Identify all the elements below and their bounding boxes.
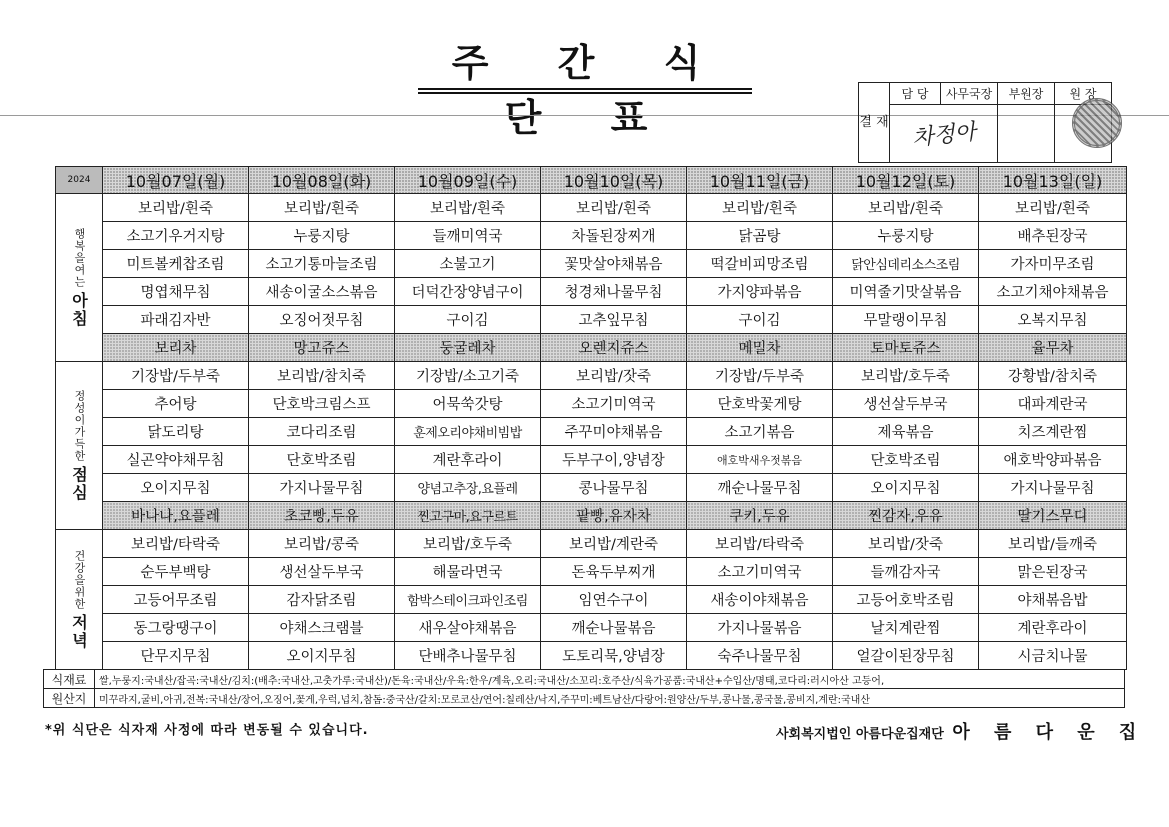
menu-item: 기장밥/두부죽 — [687, 362, 833, 390]
menu-item: 보리밥/호두죽 — [833, 362, 979, 390]
menu-item: 꽃맛살야채볶음 — [541, 250, 687, 278]
menu-row — [56, 250, 1127, 278]
snack-item: 둥굴레차 — [395, 334, 541, 362]
menu-item: 보리밥/호두죽 — [395, 530, 541, 558]
day-header: 10월11일(금) — [687, 167, 833, 194]
meal-subtitle: 행복을여는 — [73, 227, 86, 288]
menu-item: 보리밥/들깨죽 — [979, 530, 1127, 558]
menu-item: 단호박크림스프 — [249, 390, 395, 418]
menu-item: 청경채나물무침 — [541, 278, 687, 306]
menu-item: 배추된장국 — [979, 222, 1127, 250]
menu-row — [56, 194, 1127, 222]
snack-row — [56, 334, 1127, 362]
meal-name: 점심 — [69, 465, 89, 502]
meal-label — [56, 530, 103, 670]
approval-header-vice-director: 부원장 — [998, 83, 1055, 105]
meal-name: 아침 — [69, 291, 89, 328]
snack-item: 오렌지쥬스 — [541, 334, 687, 362]
menu-item: 파래김자반 — [103, 306, 249, 334]
menu-item: 야채스크램블 — [249, 614, 395, 642]
menu-item: 들깨감자국 — [833, 558, 979, 586]
menu-item: 야채볶음밥 — [979, 586, 1127, 614]
snack-item: 초코빵,두유 — [249, 502, 395, 530]
meal-label — [56, 362, 103, 530]
meal-label — [56, 194, 103, 362]
menu-row — [56, 362, 1127, 390]
menu-row — [56, 474, 1127, 502]
menu-item: 단배추나물무침 — [395, 642, 541, 670]
menu-item: 새우살야채볶음 — [395, 614, 541, 642]
menu-item: 누룽지탕 — [833, 222, 979, 250]
menu-item: 소고기채야채볶음 — [979, 278, 1127, 306]
menu-item: 보리밥/흰죽 — [249, 194, 395, 222]
menu-item: 양념고추장,요플레 — [395, 474, 541, 502]
origin-label-ingredients: 식재료 — [44, 670, 95, 689]
menu-item: 주꾸미야채볶음 — [541, 418, 687, 446]
approval-label: 결 재 — [859, 83, 890, 163]
menu-row — [56, 614, 1127, 642]
snack-item: 바나나,요플레 — [103, 502, 249, 530]
day-header: 10월09일(수) — [395, 167, 541, 194]
menu-row — [56, 278, 1127, 306]
day-header: 10월12일(토) — [833, 167, 979, 194]
menu-item: 대파계란국 — [979, 390, 1127, 418]
origin-line-2: 미꾸라지,굴비,아귀,전복:국내산/장어,오징어,꽃게,우럭,넙치,참돔:중국산/갈치:모로코산/연어:칠레산/낙지,주꾸미:베트남산/다랑어:원양산/두부,콩나물,콩국물,콩비지,계란:국내산 — [95, 689, 1125, 708]
menu-row — [56, 530, 1127, 558]
menu-item: 미트볼케찹조림 — [103, 250, 249, 278]
snack-item: 팥빵,유자차 — [541, 502, 687, 530]
footer-org-name: 사회복지법인 아름다운집재단 — [776, 727, 944, 742]
snack-item: 찐고구마,요구르트 — [395, 502, 541, 530]
day-header: 10월10일(목) — [541, 167, 687, 194]
menu-item: 구이김 — [395, 306, 541, 334]
menu-item: 가지양파볶음 — [687, 278, 833, 306]
menu-item: 숙주나물무침 — [687, 642, 833, 670]
origin-line-1: 쌀,누룽지:국내산/잡곡:국내산/김치:(배추:국내산,고춧가루:국내산)/돈육:국내산/우육:한우/계육,오리:국내산/소꼬리:호주산/식육가공품:국내산+수입산/명태,코다리:러시아산 고등어, — [95, 670, 1125, 689]
approval-header-director: 원 장 — [1055, 83, 1112, 105]
menu-item: 보리밥/흰죽 — [103, 194, 249, 222]
menu-item: 실곤약야채무침 — [103, 446, 249, 474]
title-underline-double — [418, 92, 752, 94]
year-label: 2024 — [56, 167, 103, 194]
menu-item: 코다리조림 — [249, 418, 395, 446]
menu-item: 보리밥/잣죽 — [541, 362, 687, 390]
menu-item: 고추잎무침 — [541, 306, 687, 334]
menu-item: 날치계란찜 — [833, 614, 979, 642]
menu-item: 깨순나물무침 — [687, 474, 833, 502]
menu-item: 더덕간장양념구이 — [395, 278, 541, 306]
approval-signature-cell — [890, 105, 998, 163]
menu-item: 단호박조림 — [833, 446, 979, 474]
approval-header-staff: 담 당 — [890, 83, 941, 105]
menu-item: 콩나물무침 — [541, 474, 687, 502]
menu-item: 단호박꽃게탕 — [687, 390, 833, 418]
menu-item: 소고기미역국 — [541, 390, 687, 418]
menu-item: 제육볶음 — [833, 418, 979, 446]
menu-item: 순두부백탕 — [103, 558, 249, 586]
menu-item: 보리밥/타락죽 — [103, 530, 249, 558]
approval-blank-cell — [998, 105, 1055, 163]
menu-item: 닭안심데리소스조림 — [833, 250, 979, 278]
menu-item: 오이지무침 — [249, 642, 395, 670]
menu-item: 보리밥/흰죽 — [541, 194, 687, 222]
menu-item: 보리밥/콩죽 — [249, 530, 395, 558]
snack-item: 쿠키,두유 — [687, 502, 833, 530]
snack-item: 메밀차 — [687, 334, 833, 362]
menu-item: 보리밥/흰죽 — [395, 194, 541, 222]
snack-item: 보리차 — [103, 334, 249, 362]
menu-item: 맑은된장국 — [979, 558, 1127, 586]
menu-item: 닭도리탕 — [103, 418, 249, 446]
title-underline — [418, 88, 752, 90]
menu-item: 미역줄기맛살볶음 — [833, 278, 979, 306]
menu-item: 애호박양파볶음 — [979, 446, 1127, 474]
menu-item: 동그랑땡구이 — [103, 614, 249, 642]
origin-table — [43, 669, 1125, 708]
menu-change-notice: *위 식단은 식자재 사정에 따라 변동될 수 있습니다. — [45, 723, 369, 738]
origin-label-origin: 원산지 — [44, 689, 95, 708]
snack-item: 찐감자,우유 — [833, 502, 979, 530]
menu-item: 보리밥/계란죽 — [541, 530, 687, 558]
menu-row — [56, 586, 1127, 614]
menu-item: 소고기통마늘조림 — [249, 250, 395, 278]
footer-facility-name: 아 름 다 운 집 — [952, 722, 1146, 743]
day-header: 10월07일(월) — [103, 167, 249, 194]
menu-item: 생선살두부국 — [249, 558, 395, 586]
menu-item: 오복지무침 — [979, 306, 1127, 334]
menu-item: 단호박조림 — [249, 446, 395, 474]
menu-item: 생선살두부국 — [833, 390, 979, 418]
menu-item: 추어탕 — [103, 390, 249, 418]
menu-item: 계란후라이 — [395, 446, 541, 474]
handwritten-signature: 차정아 — [910, 119, 977, 152]
day-header: 10월13일(일) — [979, 167, 1127, 194]
snack-item: 토마토쥬스 — [833, 334, 979, 362]
menu-row — [56, 222, 1127, 250]
menu-row — [56, 558, 1127, 586]
snack-item: 망고쥬스 — [249, 334, 395, 362]
meal-subtitle: 정성이가득한 — [73, 389, 86, 462]
menu-item: 명엽채무침 — [103, 278, 249, 306]
menu-item: 보리밥/흰죽 — [687, 194, 833, 222]
menu-row — [56, 418, 1127, 446]
menu-item: 닭곰탕 — [687, 222, 833, 250]
menu-item: 새송이야채볶음 — [687, 586, 833, 614]
menu-row — [56, 390, 1127, 418]
menu-row — [56, 306, 1127, 334]
menu-row — [56, 642, 1127, 670]
menu-item: 보리밥/흰죽 — [833, 194, 979, 222]
menu-item: 임연수구이 — [541, 586, 687, 614]
menu-item: 도토리묵,양념장 — [541, 642, 687, 670]
menu-item: 함박스테이크파인조림 — [395, 586, 541, 614]
menu-item: 애호박새우젓볶음 — [687, 446, 833, 474]
menu-item: 구이김 — [687, 306, 833, 334]
menu-item: 어묵쑥갓탕 — [395, 390, 541, 418]
menu-item: 단무지무침 — [103, 642, 249, 670]
menu-item: 가지나물무침 — [979, 474, 1127, 502]
page-title: 주 간 식 단 표 — [451, 41, 729, 140]
menu-item: 기장밥/두부죽 — [103, 362, 249, 390]
weekly-menu-table — [55, 166, 1127, 670]
menu-item: 새송이굴소스볶음 — [249, 278, 395, 306]
menu-item: 돈육두부찌개 — [541, 558, 687, 586]
menu-item: 오이지무침 — [833, 474, 979, 502]
menu-item: 감자닭조림 — [249, 586, 395, 614]
menu-item: 보리밥/타락죽 — [687, 530, 833, 558]
menu-item: 소고기볶음 — [687, 418, 833, 446]
menu-item: 소불고기 — [395, 250, 541, 278]
menu-item: 시금치나물 — [979, 642, 1127, 670]
approval-header-office-manager: 사무국장 — [941, 83, 998, 105]
menu-item: 보리밥/흰죽 — [979, 194, 1127, 222]
menu-item: 깨순나물볶음 — [541, 614, 687, 642]
menu-item: 얼갈이된장무침 — [833, 642, 979, 670]
menu-item: 오징어젓무침 — [249, 306, 395, 334]
snack-row — [56, 502, 1127, 530]
menu-item: 차돌된장찌개 — [541, 222, 687, 250]
menu-item: 강황밥/참치죽 — [979, 362, 1127, 390]
meal-subtitle: 건강을위한 — [73, 549, 86, 610]
menu-item: 보리밥/참치죽 — [249, 362, 395, 390]
menu-item: 기장밥/소고기죽 — [395, 362, 541, 390]
menu-item: 들깨미역국 — [395, 222, 541, 250]
menu-item: 가지나물볶음 — [687, 614, 833, 642]
snack-item: 딸기스무디 — [979, 502, 1127, 530]
menu-item: 가지나물무침 — [249, 474, 395, 502]
menu-item: 계란후라이 — [979, 614, 1127, 642]
meal-name: 저녁 — [69, 613, 89, 650]
menu-item: 치즈계란찜 — [979, 418, 1127, 446]
menu-item: 두부구이,양념장 — [541, 446, 687, 474]
menu-item: 고등어무조림 — [103, 586, 249, 614]
menu-item: 소고기미역국 — [687, 558, 833, 586]
day-header: 10월08일(화) — [249, 167, 395, 194]
footer-organization — [776, 718, 1145, 744]
official-seal-stamp — [1072, 98, 1122, 148]
menu-item: 오이지무침 — [103, 474, 249, 502]
menu-item: 떡갈비피망조림 — [687, 250, 833, 278]
menu-item: 고등어호박조림 — [833, 586, 979, 614]
menu-item: 누룽지탕 — [249, 222, 395, 250]
snack-item: 율무차 — [979, 334, 1127, 362]
menu-item: 무말랭이무침 — [833, 306, 979, 334]
menu-item: 보리밥/잣죽 — [833, 530, 979, 558]
menu-item: 소고기우거지탕 — [103, 222, 249, 250]
menu-item: 해물라면국 — [395, 558, 541, 586]
menu-item: 가자미무조림 — [979, 250, 1127, 278]
menu-item: 훈제오리야채비빔밥 — [395, 418, 541, 446]
menu-row — [56, 446, 1127, 474]
